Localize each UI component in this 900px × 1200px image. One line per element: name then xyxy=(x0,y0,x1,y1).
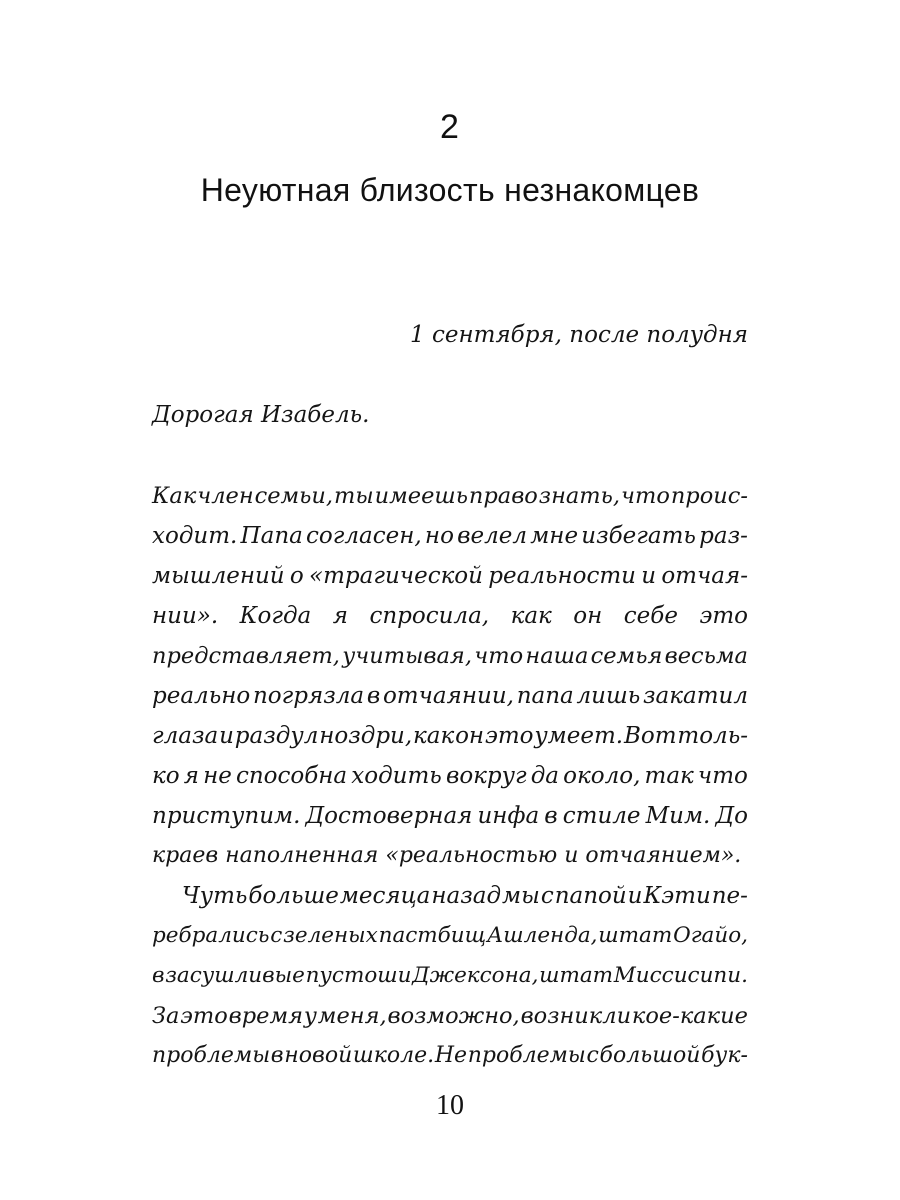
body-line: Как член семьи, ты имеешь право знать, что проис- xyxy=(152,483,748,509)
body-line: ребрались с зеленых пастбищ Ашленда, штат Огайо, xyxy=(152,923,748,948)
body-line: нии». Когда я спросила, как он себе это xyxy=(152,603,748,629)
body-line: ко я не способна ходить вокруг да около, так что xyxy=(152,763,748,789)
body-line: За это время у меня, возможно, возникли кое-какие xyxy=(152,1003,748,1029)
body-line: реально погрязла в отчаянии, папа лишь закатил xyxy=(152,683,748,709)
chapter-number: 2 xyxy=(440,108,460,146)
body-line: представляет, учитывая, что наша семья весьма xyxy=(152,643,748,669)
letter-salutation: Дорогая Изабель. xyxy=(152,402,370,428)
body-line: приступим. Достоверная инфа в стиле Мим. До xyxy=(152,803,748,829)
body-line: краев наполненная «реальностью и отчаянием». xyxy=(152,843,742,868)
chapter-title: Неуютная близость незнакомцев xyxy=(200,172,700,208)
body-line: проблемы в новой школе. Не проблемы с большой бук- xyxy=(152,1043,748,1068)
body-line: глаза и раздул ноздри, как он это умеет. Вот толь- xyxy=(152,723,748,749)
body-line: Чуть больше месяца назад мы с папой и Кэти пе- xyxy=(182,883,748,909)
body-line: мышлений о «трагической реальности и отчая- xyxy=(152,563,748,589)
page-number: 10 xyxy=(436,1090,464,1121)
body-line: ходит. Папа согласен, но велел мне избегать раз- xyxy=(152,523,748,549)
letter-body xyxy=(152,476,748,1076)
body-line: в засушливые пустоши Джексона, штат Миссисипи. xyxy=(152,963,748,988)
letter-date: 1 сентября, после полудня xyxy=(410,322,748,348)
